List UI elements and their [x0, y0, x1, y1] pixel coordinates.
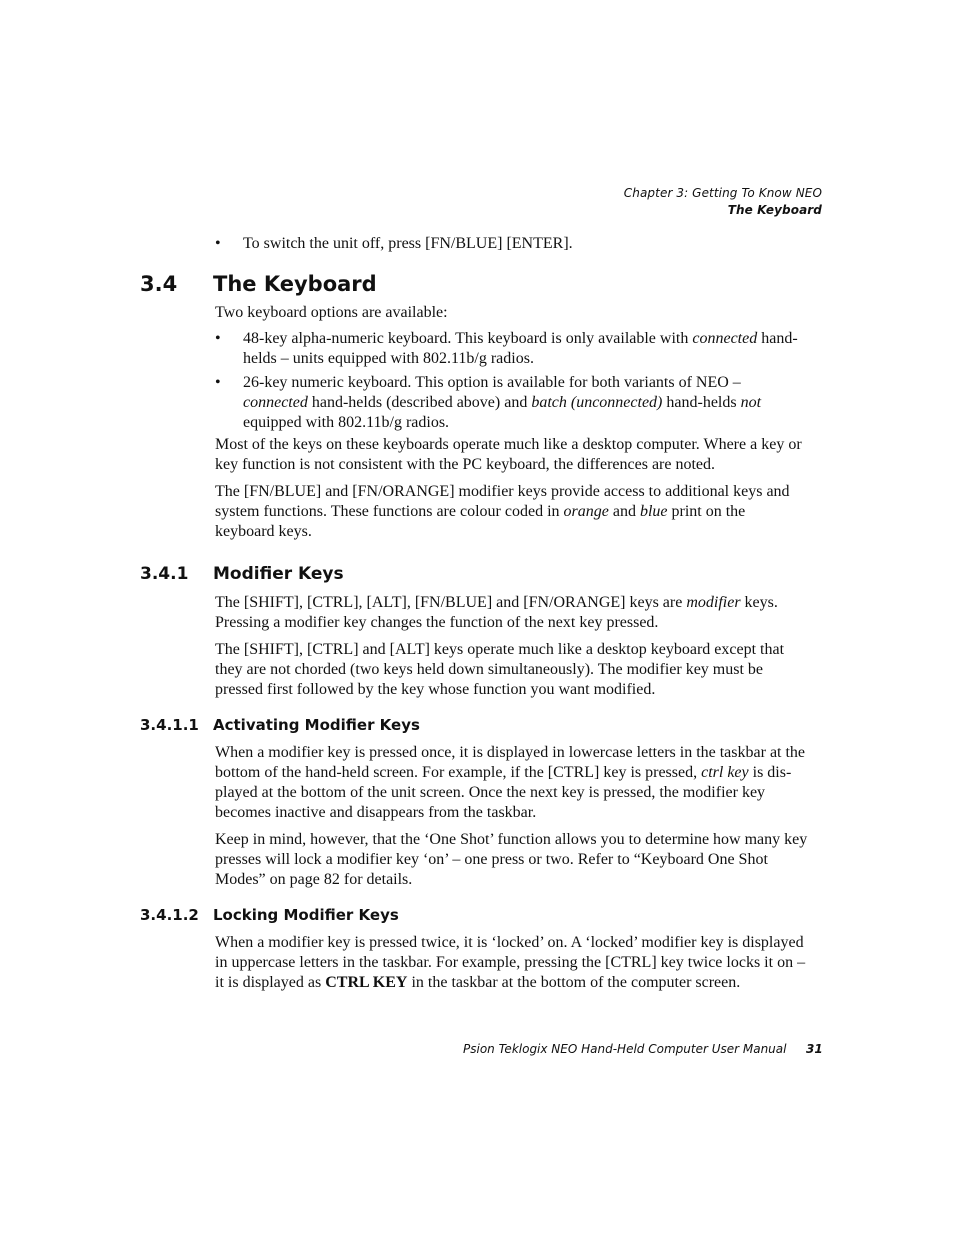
- bullet-26-key: [215, 373, 827, 433]
- paragraph-fn-keys: The [FN/BLUE] and [FN/ORANGE] modifier keys provide access to additional keys and system functions. These functions are colour coded in orange and blue print on the keyboard keys.: [215, 483, 790, 540]
- page-number: 31: [806, 1042, 823, 1056]
- bullet-symbol: •: [215, 235, 221, 252]
- bullet-symbol: •: [215, 374, 221, 391]
- bullet-switch-off: [215, 234, 827, 254]
- intro-paragraph: Two keyboard options are available:: [215, 304, 448, 321]
- running-header-section: The Keyboard: [727, 203, 822, 217]
- section-title-locking: Locking Modifier Keys: [213, 906, 399, 924]
- section-number-3-4: 3.4: [140, 272, 178, 296]
- paragraph-activating: When a modifier key is pressed once, it is displayed in lowercase letters in the taskbar at the bottom of the hand-held screen. For example, if the [CTRL] key is pressed, ctrl key is dis- played at the bottom of the unit screen. Once the next key is pressed, the modifier key becomes inactive and disappears from the taskbar.: [215, 744, 806, 821]
- section-number-3-4-1-1: 3.4.1.1: [140, 716, 199, 734]
- section-title-keyboard: The Keyboard: [213, 272, 377, 296]
- bullet-symbol: •: [215, 330, 221, 347]
- section-title-modifier-keys: Modifier Keys: [213, 564, 344, 584]
- footer-title: Psion Teklogix NEO Hand-Held Computer User Manual: [463, 1042, 787, 1056]
- paragraph-locking: When a modifier key is pressed twice, it is ‘locked’ on. A ‘locked’ modifier key is displayed in uppercase letters in the taskbar. For example, pressing the [CTRL] key twice locks it on – it is displayed as CTRL KEY in the taskbar at the bottom of the computer screen.: [215, 934, 806, 991]
- paragraph-modifier-intro: The [SHIFT], [CTRL], [ALT], [FN/BLUE] and [FN/ORANGE] keys are modifier keys. Pressing a modifier key changes the function of the next key pressed.: [215, 594, 778, 631]
- bullet-text: 48-key alpha-numeric keyboard. This keyboard is only available with connected hand- helds – units equipped with 802.11b/g radios.: [243, 330, 798, 367]
- paragraph-not-chorded: The [SHIFT], [CTRL] and [ALT] keys operate much like a desktop keyboard except that they are not chorded (two keys held down simultaneously). The modifier key must be pressed first followed by the key whose function you want modified.: [215, 641, 785, 698]
- bullet-text: To switch the unit off, press [FN/BLUE] [ENTER].: [243, 235, 573, 252]
- running-header-chapter: Chapter 3: Getting To Know NEO: [623, 186, 822, 200]
- bullet-48-key: [215, 329, 827, 369]
- section-number-3-4-1-2: 3.4.1.2: [140, 906, 199, 924]
- bullet-text: 26-key numeric keyboard. This option is available for both variants of NEO – connected hand-helds (described above) and batch (unconnected) hand-helds not equipped with 802.11b/g radios.: [243, 374, 762, 431]
- paragraph-desktop-keys: Most of the keys on these keyboards operate much like a desktop computer. Where a key or key function is not consistent with the PC keyboard, the differences are noted.: [215, 436, 802, 473]
- running-header: [624, 185, 822, 219]
- paragraph-one-shot: Keep in mind, however, that the ‘One Shot’ function allows you to determine how many key presses will lock a modifier key ‘on’ – one press or two. Refer to “Keyboard One Shot Modes” on page 82 for details.: [215, 831, 808, 888]
- section-number-3-4-1: 3.4.1: [140, 564, 189, 584]
- section-title-activating: Activating Modifier Keys: [213, 716, 420, 734]
